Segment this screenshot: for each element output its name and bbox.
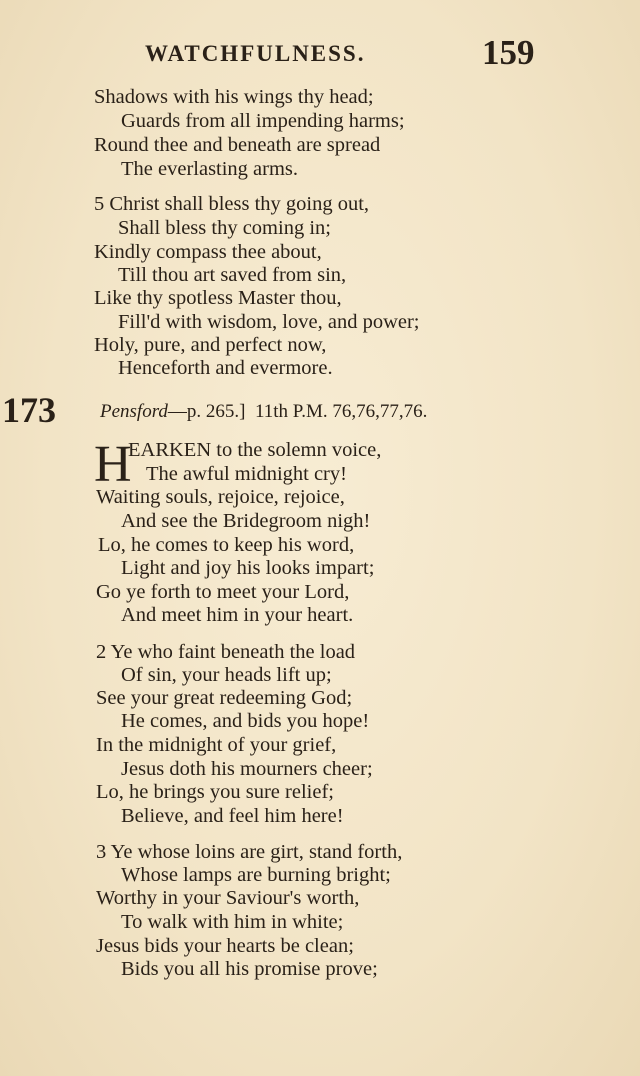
verse-line: Kindly compass thee about, [94, 241, 322, 263]
verse-line: Worthy in your Saviour's worth, [96, 887, 360, 909]
verse-line: The awful midnight cry! [146, 463, 347, 485]
verse-line: Lo, he brings you sure relief; [96, 781, 334, 803]
verse-line: Of sin, your heads lift up; [121, 664, 332, 686]
verse-line: Waiting souls, rejoice, rejoice, [96, 486, 345, 508]
verse-line: Fill'd with wisdom, love, and power; [118, 311, 420, 333]
verse-line: 2 Ye who faint beneath the load [96, 641, 356, 663]
verse-line: And see the Bridegroom nigh! [121, 510, 371, 532]
verse-line: 5 Christ shall bless thy going out, [94, 193, 370, 215]
verse-line: See your great redeeming God; [96, 687, 353, 709]
tune-info [100, 400, 427, 424]
verse-line: Believe, and feel him here! [121, 805, 344, 827]
verse-line: Till thou art saved from sin, [118, 264, 347, 286]
verse-line: Henceforth and evermore. [118, 357, 333, 379]
verse-line: Go ye forth to meet your Lord, [96, 581, 350, 603]
verse-line: In the midnight of your grief, [96, 734, 337, 756]
verse-line: 3 Ye whose loins are girt, stand forth, [96, 841, 403, 863]
page-number: 159 [482, 33, 535, 72]
verse-line: Shall bless thy coming in; [118, 217, 331, 239]
tune-reference: —p. 265.] [167, 401, 246, 422]
verse-line: Shadows with his wings thy head; [94, 86, 374, 108]
verse-line: EARKEN to the solemn voice, [128, 439, 382, 461]
verse-line: Whose lamps are burning bright; [121, 864, 391, 886]
verse-line: To walk with him in white; [121, 911, 344, 933]
verse-line: Light and joy his looks impart; [121, 557, 375, 579]
verse-line: Like thy spotless Master thou, [94, 287, 342, 309]
verse-line: Holy, pure, and perfect now, [94, 334, 327, 356]
drop-cap: H [94, 436, 132, 493]
verse-line: Lo, he comes to keep his word, [98, 534, 355, 556]
verse-line: The everlasting arms. [121, 158, 299, 180]
verse-line: Round thee and beneath are spread [94, 134, 381, 156]
tune-name: Pensford [100, 401, 168, 422]
verse-line: Jesus doth his mourners cheer; [121, 758, 373, 780]
verse-line: And meet him in your heart. [121, 604, 354, 626]
verse-line: Bids you all his promise prove; [121, 958, 378, 980]
running-header-title: WATCHFULNESS. [145, 41, 366, 66]
hymn-number: 173 [2, 390, 56, 430]
meter: 11th P.M. 76,76,77,76. [254, 401, 428, 422]
verse-line: He comes, and bids you hope! [121, 710, 370, 732]
verse-line: Jesus bids your hearts be clean; [96, 935, 354, 957]
verse-line: Guards from all impending harms; [121, 110, 405, 132]
